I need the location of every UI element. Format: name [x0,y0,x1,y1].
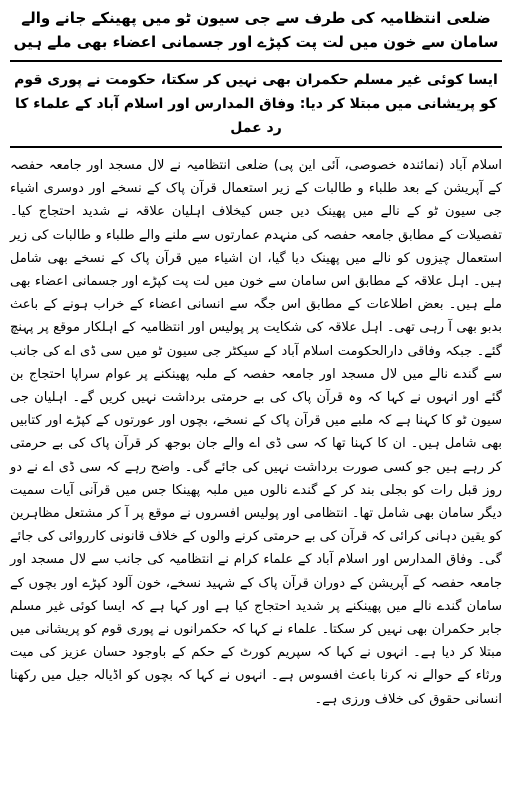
divider-top [10,60,502,62]
headline: ضلعی انتظامیہ کی طرف سے جی سیون ٹو میں پھینکے جانے والے سامان سے خون میں لت پت کپڑے اور جسمانی اعضاء بھی ملے ہیں [13,9,499,51]
article-body: اسلام آباد (نمائندہ خصوصی، آئی این پی) ضلعی انتظامیہ نے لال مسجد اور جامعہ حفصہ کے آپریشن کے بعد طلباء و طالبات کے زیر استعمال قرآن پاک کے نسخے اور دوسری اشیاء جی سیون ٹو کے نالے میں پھینک دیں جس کیخلاف اہلیان علاقہ نے شدید احتجاج کیا۔ تفصیلات کے مطابق جامعہ حفصہ کی منہدم عمارتوں سے ملنے والے طلباء و طالبات کی زیر استعمال چیزوں کو نالے میں پھینک دیا گیا، ان اشیاء میں قرآن پاک کے نسخے بھی شامل ہیں۔ اہل علاقہ کے مطابق اس سامان سے خون میں لت پت کپڑے اور جسمانی اعضاء بھی ملے ہیں۔ بعض اطلاعات کے مطابق اس جگہ سے انسانی اعضاء کے خراب ہونے کے باعث بدبو بھی آ رہی تھی۔ اہل علاقہ کی شکایت پر پولیس اور انتظامیہ کے اہلکار موقع پر پہنچ گئے۔ جبکہ وفاقی دارالحکومت اسلام آباد کے سیکٹر جی سیون ٹو میں سی ڈی اے کی جانب سے گندے نالے میں لال مسجد اور جامعہ حفصہ کے ملبہ پھینکنے پر عوام سراپا احتجاج بن گئے اور انہوں نے کہا کہ وہ قرآن پاک کی بے حرمتی برداشت نہیں کریں گے۔ اہلیان جی سیون ٹو کا کہنا ہے کہ ملبے میں قرآن پاک کے نسخے، بچوں اور عورتوں کے کپڑے اور کتابیں بھی شامل ہیں۔ ان کا کہنا تھا کہ سی ڈی اے والے جان بوجھ کر قرآن پاک کی بے حرمتی کر رہے ہیں جو کسی صورت برداشت نہیں کی جائے گی۔ واضح رہے کہ سی ڈی اے نے دو روز قبل رات کو بجلی بند کر کے گندے نالوں میں ملبہ پھینکا جس میں قرآنی آیات سمیت دیگر سامان بھی شامل تھا۔ انتظامی اور پولیس افسروں نے موقع پر آ کر مشتعل مظاہرین کو یقین دہانی کرائی کہ قرآن کی بے حرمتی کرنے والوں کے خلاف قانونی کارروائی کی جائے گی۔ وفاق المدارس اور اسلام آباد کے علماء کرام نے انتظامیہ کی جانب سے لال مسجد اور جامعہ حفصہ کے آپریشن کے دوران قرآن پاک کے شہید نسخے، خون آلود کپڑے اور بچوں کے سامان گندے نالے میں پھینکنے پر شدید احتجاج کیا ہے اور کہا ہے کہ ایسا کوئی غیر مسلم جابر حکمران بھی نہیں کر سکتا۔ علماء نے کہا کہ حکمرانوں نے پوری قوم کو پریشانی میں مبتلا کر دیا ہے۔ انہوں نے کہا کہ سپریم کورٹ کے حکم کے باوجود حسان عزیز کی میت ورثاء کے حوالے نہ کرنا باعث افسوس ہے۔ انہوں نے کہا کہ بچوں کو اڈیالہ جیل میں رکھنا انسانی حقوق کی خلاف ورزی ہے۔ [10,158,502,707]
divider-bottom [10,146,502,148]
subheadline: ایسا کوئی غیر مسلم حکمران بھی نہیں کر سکتا، حکومت نے پوری قوم کو پریشانی میں مبتلا کر دیا: وفاق المدارس اور اسلام آباد کے علماء کا رد عمل [14,72,498,136]
